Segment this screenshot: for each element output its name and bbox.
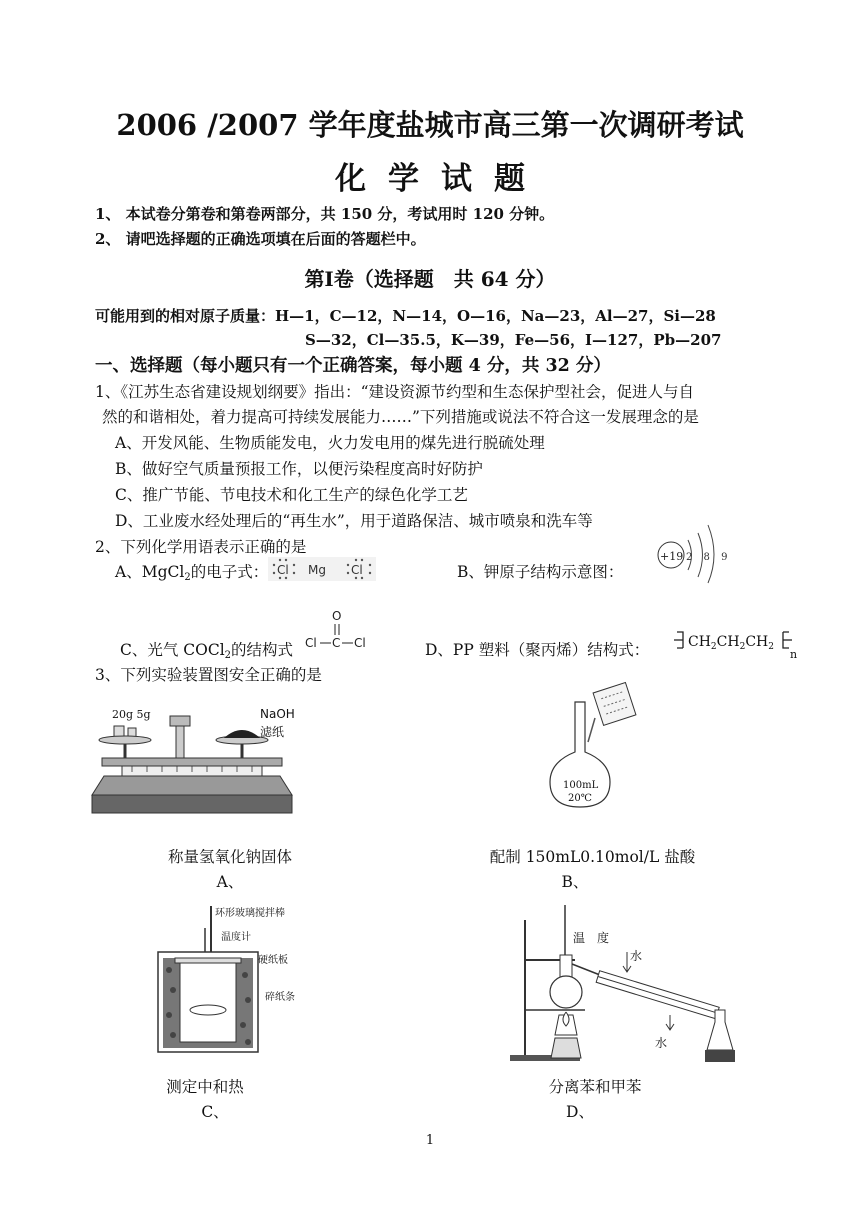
svg-text:20g 5g: 20g 5g xyxy=(112,708,151,721)
svg-text:+19: +19 xyxy=(660,550,684,563)
fig-c-calorimeter xyxy=(155,900,335,1060)
fig-b-caption: 配制 150mL0.10mol/L 盐酸 xyxy=(489,848,696,866)
q3-stem: 3、下列实验装置图安全正确的是 xyxy=(95,666,322,684)
fig-c-letter: C、 xyxy=(201,1103,229,1121)
page-number: 1 xyxy=(425,1133,435,1148)
part1-title: 第Ⅰ卷（选择题 共 64 分） xyxy=(304,267,556,291)
section-heading: 一、选择题（每小题只有一个正确答案，每小题 4 分，共 32 分） xyxy=(95,356,611,376)
shell-electrons: 2 8 9 xyxy=(686,552,732,563)
svg-text:滤纸: 滤纸 xyxy=(260,725,285,739)
fig-d-distillation xyxy=(505,900,745,1065)
fig-d-caption: 分离苯和甲苯 xyxy=(548,1078,642,1096)
svg-text:O: O xyxy=(332,609,342,623)
q2-stem: 2、下列化学用语表示正确的是 xyxy=(95,538,307,556)
instruction-2: 2、 请吧选择题的正确选项填在后面的答题栏中。 xyxy=(95,230,426,248)
svg-text:CH2CH2CH2: $CH_2CH_2CH_2$ xyxy=(688,634,774,652)
q1-option-c: C、推广节能、节电技术和化工生产的绿色化学工艺 xyxy=(115,486,468,504)
subject-title: 化学试题 xyxy=(335,161,547,197)
fig-c-caption: 测定中和热 xyxy=(166,1078,244,1096)
q2-option-c: C、光气 COCl$_2$的结构式 xyxy=(120,641,294,661)
svg-text:Cl: Cl xyxy=(354,636,366,650)
fig-a-caption: 称量氢氧化钠固体 xyxy=(167,848,292,866)
svg-text:环形玻璃搅拌棒: 环形玻璃搅拌棒 xyxy=(215,908,285,919)
cl-left: Cl xyxy=(277,563,289,577)
fig-a-letter: A、 xyxy=(216,873,244,891)
svg-text:20℃: 20℃ xyxy=(568,793,592,804)
instruction-1: 1、 本试卷分第卷和第卷两部分，共 150 分，考试用时 120 分钟。 xyxy=(95,205,555,223)
q1-stem-line2: 然的和谐相处，着力提高可持续发展能力……”下列措施或说法不符合这一发展理念的是 xyxy=(102,408,699,426)
phosgene-structure xyxy=(303,605,373,655)
repeat-n: n xyxy=(790,648,798,661)
exam-title: 2006 /2007 学年度盐城市高三第一次调研考试 xyxy=(116,108,744,142)
svg-text:C: C xyxy=(332,636,341,650)
fig-d-letter: D、 xyxy=(566,1103,594,1121)
potassium-atom-diagram xyxy=(655,515,732,580)
svg-text:100mL: 100mL xyxy=(563,780,599,791)
mg-center: Mg xyxy=(308,563,326,577)
q1-option-a: A、开发风能、生物质能发电，火力发电用的煤先进行脱硫处理 xyxy=(115,434,545,452)
atomic-masses-line2: S—32，Cl—35.5，K—39，Fe—56，I—127，Pb—207 xyxy=(305,331,722,349)
svg-text:水: 水 xyxy=(655,1036,668,1050)
q2-option-a: A、MgCl$_2$的电子式： xyxy=(115,563,269,583)
polypropylene-structure xyxy=(673,620,803,660)
q1-option-d: D、工业废水经处理后的“再生水”，用于道路保洁、城市喷泉和洗车等 xyxy=(115,512,593,530)
q1-stem-line1: 1、《江苏生态省建设规划纲要》指出：“建设资源节约型和生态保护型社会，促进人与自 xyxy=(95,383,695,401)
q2-option-d: D、PP 塑料（聚丙烯）结构式： xyxy=(425,641,650,659)
svg-text:Cl: Cl xyxy=(305,636,317,650)
svg-text:硬纸板: 硬纸板 xyxy=(258,955,288,966)
svg-text:温度计: 温度计 xyxy=(221,932,251,943)
svg-text:碎纸条: 碎纸条 xyxy=(265,992,295,1003)
svg-text:NaOH: NaOH xyxy=(260,707,295,721)
atomic-masses-line1: 可能用到的相对原子质量：H—1，C—12，N—14，O—16，Na—23，Al—27，Si—28 xyxy=(95,307,716,325)
q2-option-b: B、钾原子结构示意图： xyxy=(457,563,624,581)
fig-b-letter: B、 xyxy=(561,873,589,891)
mgcl2-electron-formula xyxy=(268,555,378,583)
svg-text:温 度: 温 度 xyxy=(573,931,610,945)
svg-text:水: 水 xyxy=(630,949,643,963)
fig-a-balance xyxy=(92,700,307,820)
cl-right: Cl xyxy=(351,563,363,577)
fig-b-volumetric-flask xyxy=(550,682,660,812)
q1-option-b: B、做好空气质量预报工作，以便污染程度高时好防护 xyxy=(115,460,483,478)
